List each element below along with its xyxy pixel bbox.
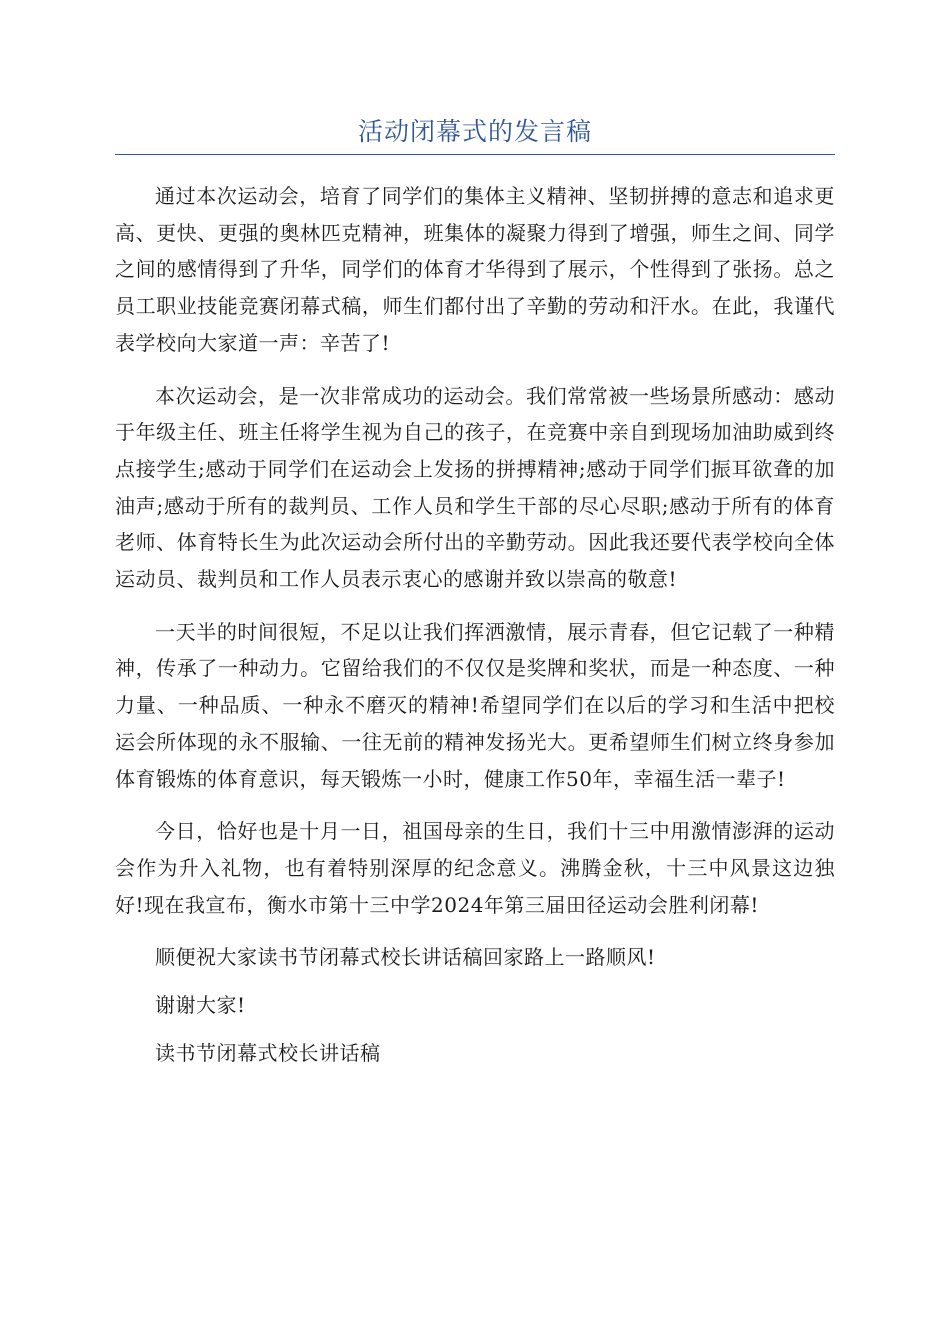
paragraph-4: 今日，恰好也是十月一日，祖国母亲的生日，我们十三中用激情澎湃的运动会作为升入礼物，也有着特别深厚的纪念意义。沸腾金秋，十三中风景这边独好!现在我宣布，衡水市第十三中学2024年第三届田径运动会胜利闭幕! (115, 819, 835, 917)
paragraph-6: 谢谢大家! (155, 993, 246, 1018)
document-title: 活动闭幕式的发言稿 (357, 117, 592, 146)
paragraph-3: 一天半的时间很短，不足以让我们挥洒激情，展示青春，但它记载了一种精神，传承了一种动力。它留给我们的不仅仅是奖牌和奖状，而是一种态度、一种力量、一种品质、一种永不磨灭的精神!希望同学们在以后的学习和生活中把校运会所体现的永不服输、一往无前的精神发扬光大。更希望师生们树立终身参加体育锻炼的体育意识，每天锻炼一小时，健康工作50年，幸福生活一辈子! (115, 619, 835, 791)
paragraph-7: 读书节闭幕式校长讲话稿 (155, 1040, 381, 1065)
document-body (115, 178, 835, 1082)
paragraph-5: 顺便祝大家读书节闭幕式校长讲话稿回家路上一路顺风! (155, 945, 656, 970)
paragraph-1: 通过本次运动会，培育了同学们的集体主义精神、坚韧拼搏的意志和追求更高、更快、更强的奥林匹克精神，班集体的凝聚力得到了增强，师生之间、同学之间的感情得到了升华，同学们的体育才华得到了展示，个性得到了张扬。总之员工职业技能竞赛闭幕式稿，师生们都付出了辛勤的劳动和汗水。在此，我谨代表学校向大家道一声：辛苦了! (115, 184, 835, 355)
title-underline (115, 154, 835, 155)
paragraph-2: 本次运动会，是一次非常成功的运动会。我们常常被一些场景所感动：感动于年级主任、班主任将学生视为自己的孩子，在竞赛中亲自到现场加油助威到终点接学生;感动于同学们在运动会上发扬的拼搏精神;感动于同学们振耳欲聋的加油声;感动于所有的裁判员、工作人员和学生干部的尽心尽职;感动于所有的体育老师、体育特长生为此次运动会所付出的辛勤劳动。因此我还要代表学校向全体运动员、裁判员和工作人员表示衷心的感谢并致以崇高的敬意! (115, 383, 835, 592)
